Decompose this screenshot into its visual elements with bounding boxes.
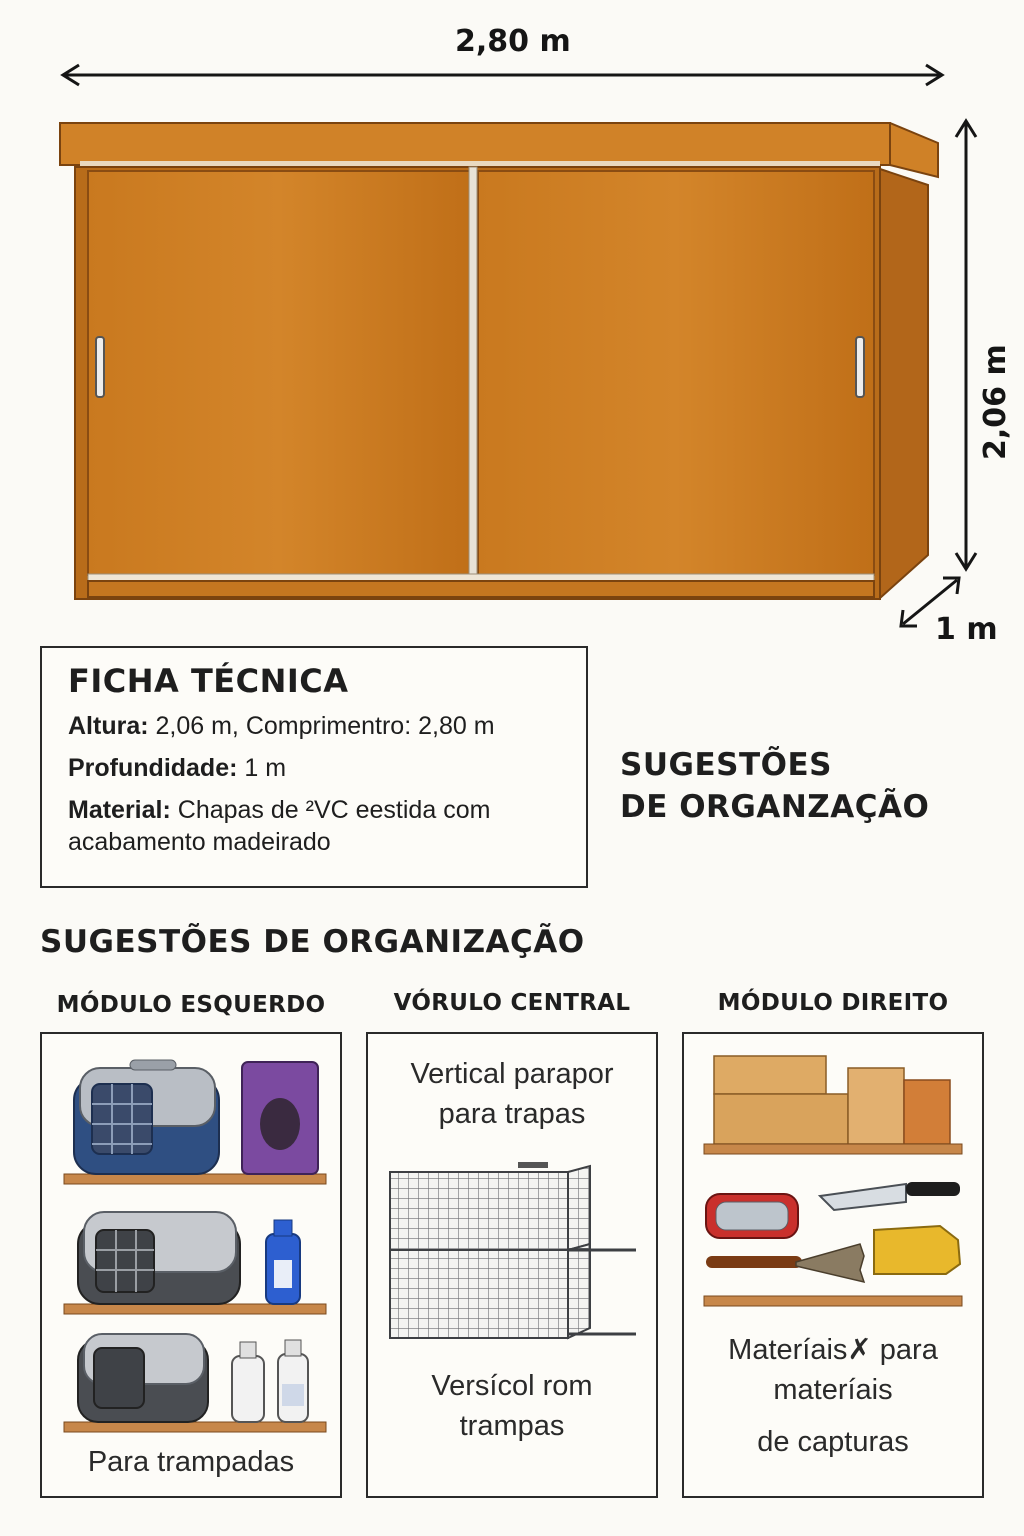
left-module-caption: Para trampadas [87,1446,295,1478]
depth-dimension-label: 1 m [935,612,998,647]
left-module-panel [40,1032,342,1498]
center-bottom-caption-line1: Versícol rom [431,1370,593,1402]
left-module-heading: MÓDULO ESQUERDO [56,992,326,1018]
cabinet-illustration [50,115,950,610]
right-module-panel [682,1032,984,1498]
trap-cages-illustration [368,1158,656,1358]
center-module-panel [366,1032,658,1498]
height-dimension-label: 2,06 m [978,344,1013,460]
left-shelves-illustration [42,1034,340,1434]
spec-label-height: Altura: [68,712,149,740]
spec-label-depth: Profundidade: [68,754,238,782]
center-top-caption-line2: para trapas [438,1098,586,1130]
side-heading [620,744,929,828]
technical-sheet-card [40,646,588,888]
center-bottom-caption-line2: trampas [459,1410,565,1442]
width-dimension-arrow [55,60,950,90]
side-heading-line2: DE ORGANZAÇÃO [620,789,930,825]
side-heading-line1: SUGESTÕES [620,747,832,783]
right-module-heading: MÓDULO DIREITO [717,990,949,1016]
width-dimension-label: 2,80 m [455,24,571,59]
right-module-caption [684,1330,982,1462]
right-shelves-illustration [684,1034,982,1314]
right-caption-line3: de capturas [757,1426,909,1458]
spec-line-dimensions [68,710,586,742]
center-module-heading: VÓRULO CENTRAL [393,990,631,1016]
spec-line-material [68,794,586,826]
right-caption-line1: Materíais✗ para [728,1334,938,1366]
right-caption-line2: materíais [773,1374,893,1406]
spec-label-material: Material: [68,796,171,824]
center-top-caption-line1: Vertical parapor [410,1058,614,1090]
spec-line-finish: acabamento madeirado [68,828,331,856]
spec-line-depth [68,752,586,784]
section-title: SUGESTÕES DE ORGANIZAÇÃO [40,924,585,960]
spec-value-depth: 1 m [237,754,287,782]
technical-sheet-title: FICHA TÉCNICA [68,662,349,700]
spec-value-material: Chapas de ²VC eestida com [170,796,491,824]
center-top-caption [368,1054,656,1134]
spec-value-dimensions: 2,06 m, Comprimentro: 2,80 m [148,712,495,740]
center-bottom-caption [368,1366,656,1446]
